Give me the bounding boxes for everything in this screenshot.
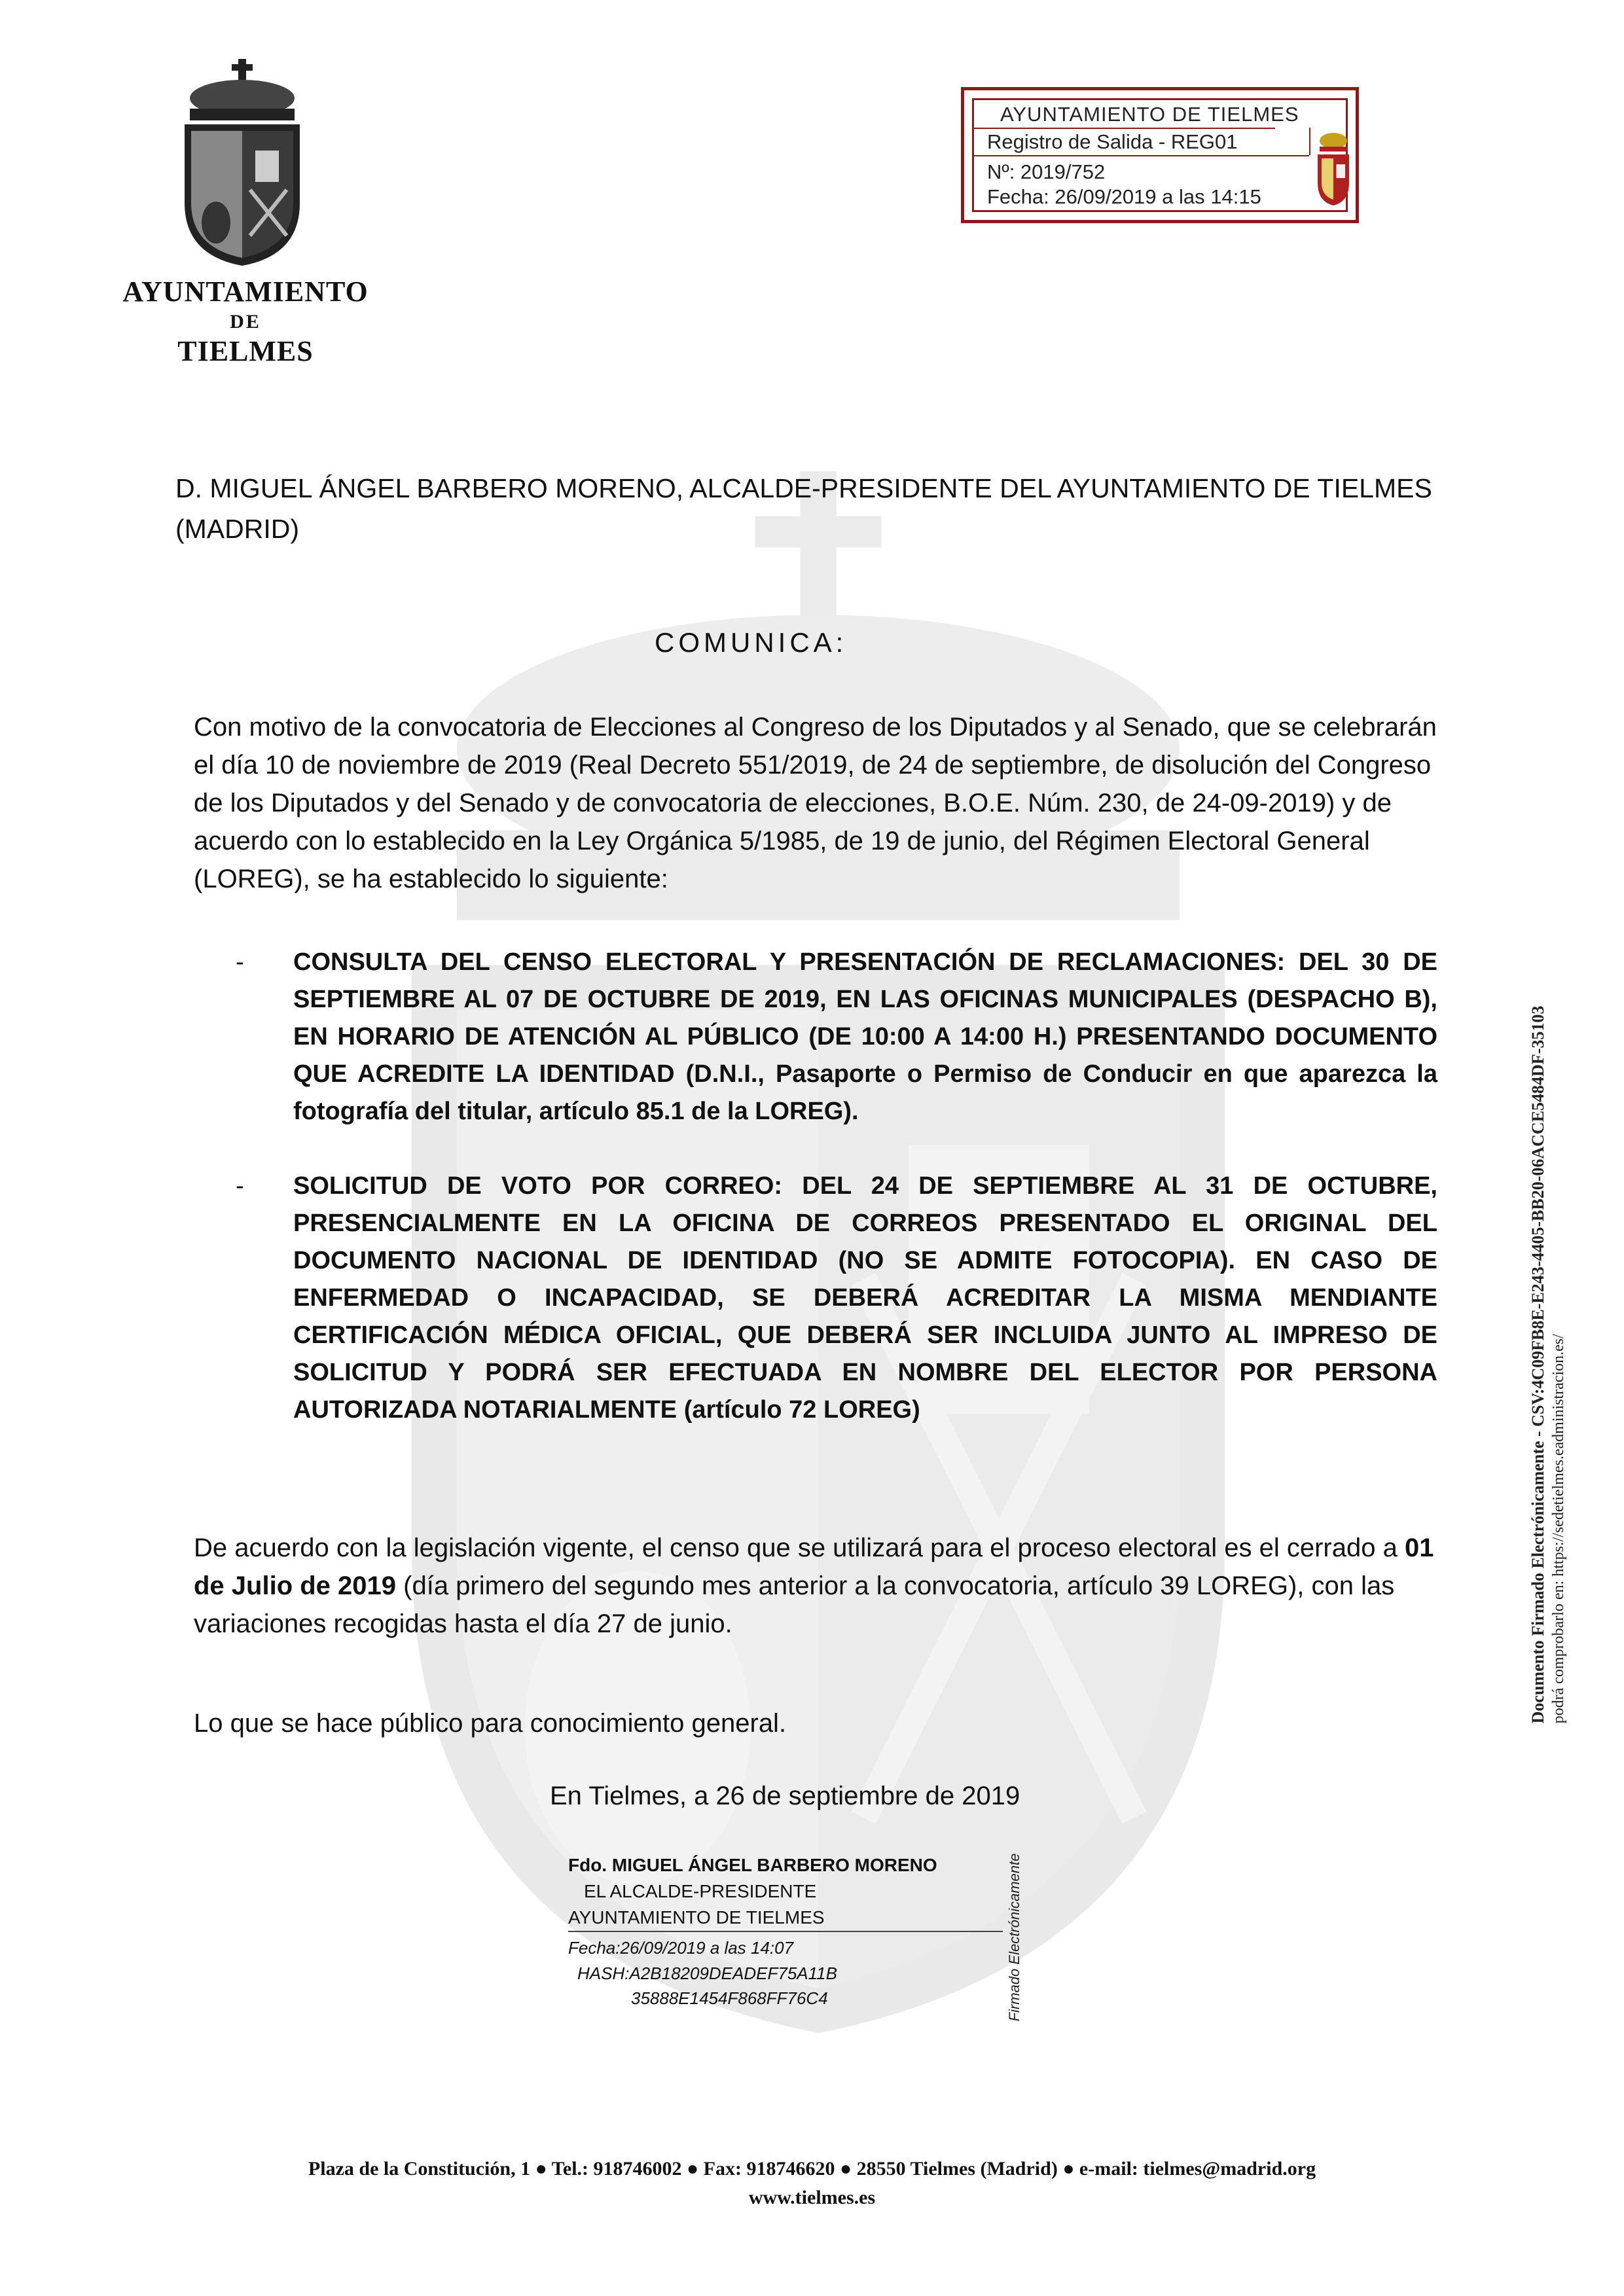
list-item-text: SOLICITUD DE VOTO POR CORREO: DEL 24 DE SEPTIEMBRE AL 31 DE OCTUBRE, PRESENCIALMENTE EN LA OFICINA DE CORREOS PRESENTADO EL ORIGINAL DEL DOCUMENTO NACIONAL DE IDENTIDAD (NO SE ADMITE FOTOCOPIA). EN CASO DE ENFERMEDAD O INCAPACIDAD, SE DEBERÁ ACREDITAR LA MISMA MENDIANTE CERTIFICACIÓN MÉDICA OFICIAL, QUE DEBERÁ SER INCLUIDA JUNTO AL IMPRESO DE SOLICITUD Y PODRÁ SER EFECTUADA EN NOMBRE DEL ELECTOR POR PERSONA AUTORIZADA NOTARIALMENTE (artículo 72 LOREG): [293, 1172, 1437, 1424]
list-item-text: CONSULTA DEL CENSO ELECTORAL Y PRESENTACIÓN DE RECLAMACIONES: DEL 30 DE SEPTIEMBRE AL 07 DE OCTUBRE DE 2019, EN LAS OFICINAS MUNICIPALES (DESPACHO B), EN HORARIO DE ATENCIÓN AL PÚBLICO (DE 10:00 A 14:00 H.) PRESENTANDO DOCUMENTO QUE ACREDITE LA IDENTIDAD (D.N.I., Pasaporte o Permiso de Conducir en que aparezca la fotografía del titular, artículo 85.1 de la LOREG).: [293, 948, 1437, 1125]
announcement-list: [236, 944, 1437, 1429]
mayor-heading: D. MIGUEL ÁNGEL BARBERO MORENO, ALCALDE-PRESIDENTE DEL AYUNTAMIENTO DE TIELMES (MADRID): [175, 473, 1432, 544]
census-text-after: (día primero del segundo mes anterior a la convocatoria, artículo 39 LOREG), con las variaciones recogidas hasta el día 27 de junio.: [194, 1571, 1395, 1638]
coat-of-arms-icon: [177, 59, 308, 268]
signer-name: Fdo. MIGUEL ÁNGEL BARBERO MORENO: [568, 1855, 937, 1875]
stamp-register: Registro de Salida - REG01: [987, 130, 1238, 153]
signature-block: [568, 1852, 1007, 2011]
stamp-crest-icon: [1313, 129, 1354, 207]
closing-paragraph: Lo que se hace público para conocimiento general.: [194, 1709, 787, 1738]
list-dash: -: [236, 948, 244, 976]
org-name-line1: AYUNTAMIENTO: [122, 276, 369, 308]
communica-heading: COMUNICA:: [655, 627, 848, 658]
org-name-line2: DE: [230, 311, 261, 332]
signature-hash-1: HASH:A2B18209DEADEF75A11B: [577, 1964, 837, 1983]
stamp-date: Fecha: 26/09/2019 a las 14:15: [987, 185, 1261, 208]
csv-line: Documento Firmado Electrónicamente - CSV:4C09FB8E-E243-4405-BB20-06ACCE5484DF-35103: [1528, 1005, 1547, 1724]
registry-stamp: [961, 87, 1359, 223]
footer-website: www.tielmes.es: [748, 2187, 876, 2208]
census-text-before: De acuerdo con la legislación vigente, el censo que se utilizará para el proceso electoral es el cerrado a: [194, 1534, 1405, 1562]
signer-role: EL ALCALDE-PRESIDENTE: [584, 1881, 817, 1901]
list-item: [236, 1168, 1437, 1429]
place-date: En Tielmes, a 26 de septiembre de 2019: [550, 1782, 1020, 1810]
signature-date: Fecha:26/09/2019 a las 14:07: [568, 1938, 794, 1958]
census-date: 01 de Julio de 2019: [194, 1534, 1434, 1600]
list-item: [236, 944, 1437, 1130]
signer-org: AYUNTAMIENTO DE TIELMES: [568, 1905, 1003, 1932]
signature-side-label: [995, 1852, 1034, 2022]
csv-margin: [1506, 956, 1591, 1774]
signature-side-text: Firmado Electrónicamente: [1006, 1853, 1022, 2022]
intro-paragraph: Con motivo de la convocatoria de Elecciones al Congreso de los Diputados y al Senado, que se celebrarán el día 10 de noviembre de 2019 (Real Decreto 551/2019, de 24 de septiembre, de disolución del Congreso de los Diputados y del Senado y de convocatoria de elecciones, B.O.E. Núm. 230, de 24-09-2019) y de acuerdo con lo establecido en la Ley Orgánica 5/1985, de 19 de junio, del Régimen Electoral General (LOREG), se ha establecido lo siguiente:: [194, 713, 1437, 893]
signature-hash-2: 35888E1454F868FF76C4: [631, 1988, 828, 2008]
stamp-number: Nº: 2019/752: [987, 160, 1106, 183]
footer-contact: Plaza de la Constitución, 1 ● Tel.: 918746002 ● Fax: 918746620 ● 28550 Tielmes (Madrid) ● e-mail: tielmes@madrid.org: [308, 2158, 1316, 2179]
census-paragraph: [194, 1529, 1437, 1643]
org-name-line3: TIELMES: [177, 335, 314, 367]
verification-url: podrá comprobarlo en: https://sedetielmes.eadministracion.es/: [1550, 1334, 1567, 1724]
list-dash: -: [236, 1172, 244, 1200]
footer: [0, 2155, 1624, 2212]
organization-name: [98, 275, 393, 368]
stamp-title: AYUNTAMIENTO DE TIELMES: [1000, 103, 1299, 126]
